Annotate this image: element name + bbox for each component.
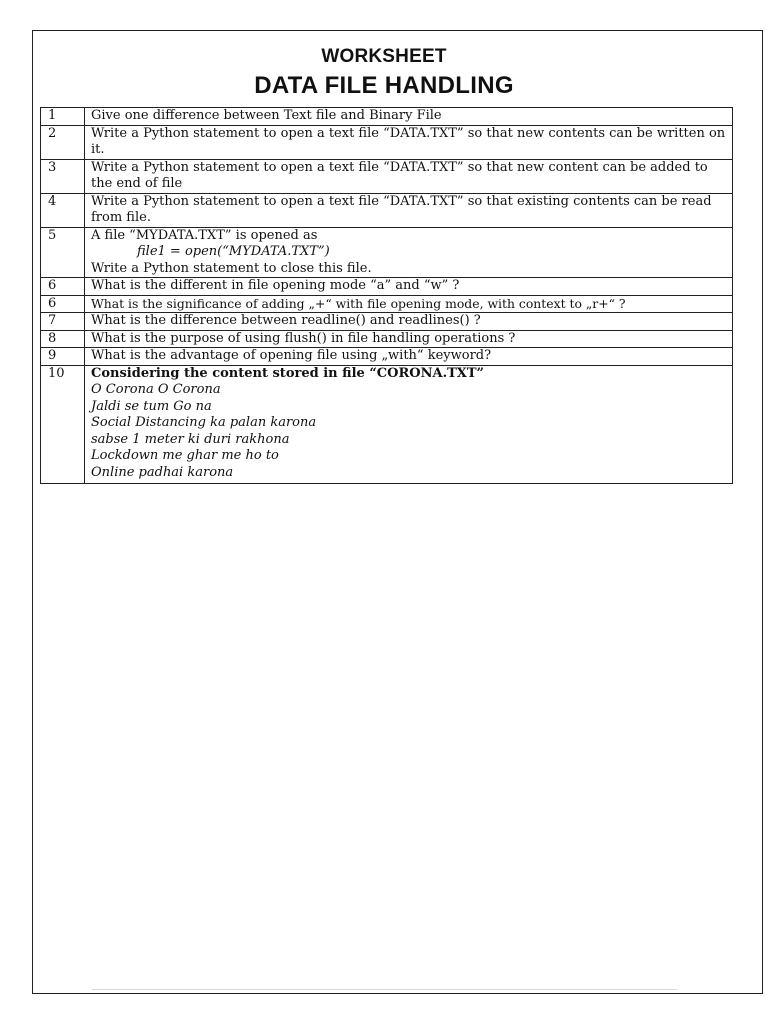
table-row [41,313,733,331]
question-text: What is the significance of adding „+“ with file opening mode, with context to „r+“ ? [85,295,733,313]
table-row [41,227,733,278]
footer-divider [92,989,677,990]
table-row [41,365,733,484]
worksheet-subtitle: WORKSHEET [321,46,447,67]
question-number: 7 [41,313,85,331]
questions-table [40,107,733,484]
poem-line: Lockdown me ghar me ho to [91,448,279,463]
question-number: 8 [41,330,85,348]
question-number: 9 [41,348,85,366]
poem-line: O Corona O Corona [91,382,221,397]
table-row [41,125,733,159]
worksheet-title: DATA FILE HANDLING [254,72,514,99]
question-text: What is the different in file opening mode “a” and “w” ? [85,278,733,296]
table-row [41,330,733,348]
table-row [41,108,733,126]
question-text [85,227,733,278]
table-row [41,193,733,227]
question-number: 6 [41,278,85,296]
table-row [41,348,733,366]
poem-line: Online padhai karona [91,464,234,480]
poem-line: Jaldi se tum Go na [91,398,212,414]
poem-line: sabse 1 meter ki duri rakhona [91,431,290,447]
question-text: What is the difference between readline() and readlines() ? [85,313,733,331]
question-number: 3 [41,159,85,193]
question-number: 2 [41,125,85,159]
question-text [85,365,733,484]
poem-line: Social Distancing ka palan karona [91,415,317,430]
question-text: What is the purpose of using flush() in file handling operations ? [85,330,733,348]
question-text: Give one difference between Text file and Binary File [85,108,733,126]
question-heading: Considering the content stored in file “CORONA.TXT” [91,365,485,381]
code-snippet: file1 = open(“MYDATA.TXT”) [137,244,330,259]
question-number: 10 [41,365,85,484]
question-text: Write a Python statement to open a text file “DATA.TXT” so that existing contents can be read from file. [85,193,733,227]
table-row [41,278,733,296]
table-row [41,159,733,193]
question-number: 4 [41,193,85,227]
question-text: What is the advantage of opening file using „with“ keyword? [85,348,733,366]
question-line: A file “MYDATA.TXT” is opened as [91,227,318,243]
question-text: Write a Python statement to open a text file “DATA.TXT” so that new content can be added to the end of file [85,159,733,193]
question-line: Write a Python statement to close this file. [91,260,372,276]
question-text: Write a Python statement to open a text file “DATA.TXT” so that new contents can be written on it. [85,125,733,159]
question-number: 1 [41,108,85,126]
question-number: 6 [41,295,85,313]
worksheet-header [0,44,768,102]
table-row [41,295,733,313]
question-number: 5 [41,227,85,278]
